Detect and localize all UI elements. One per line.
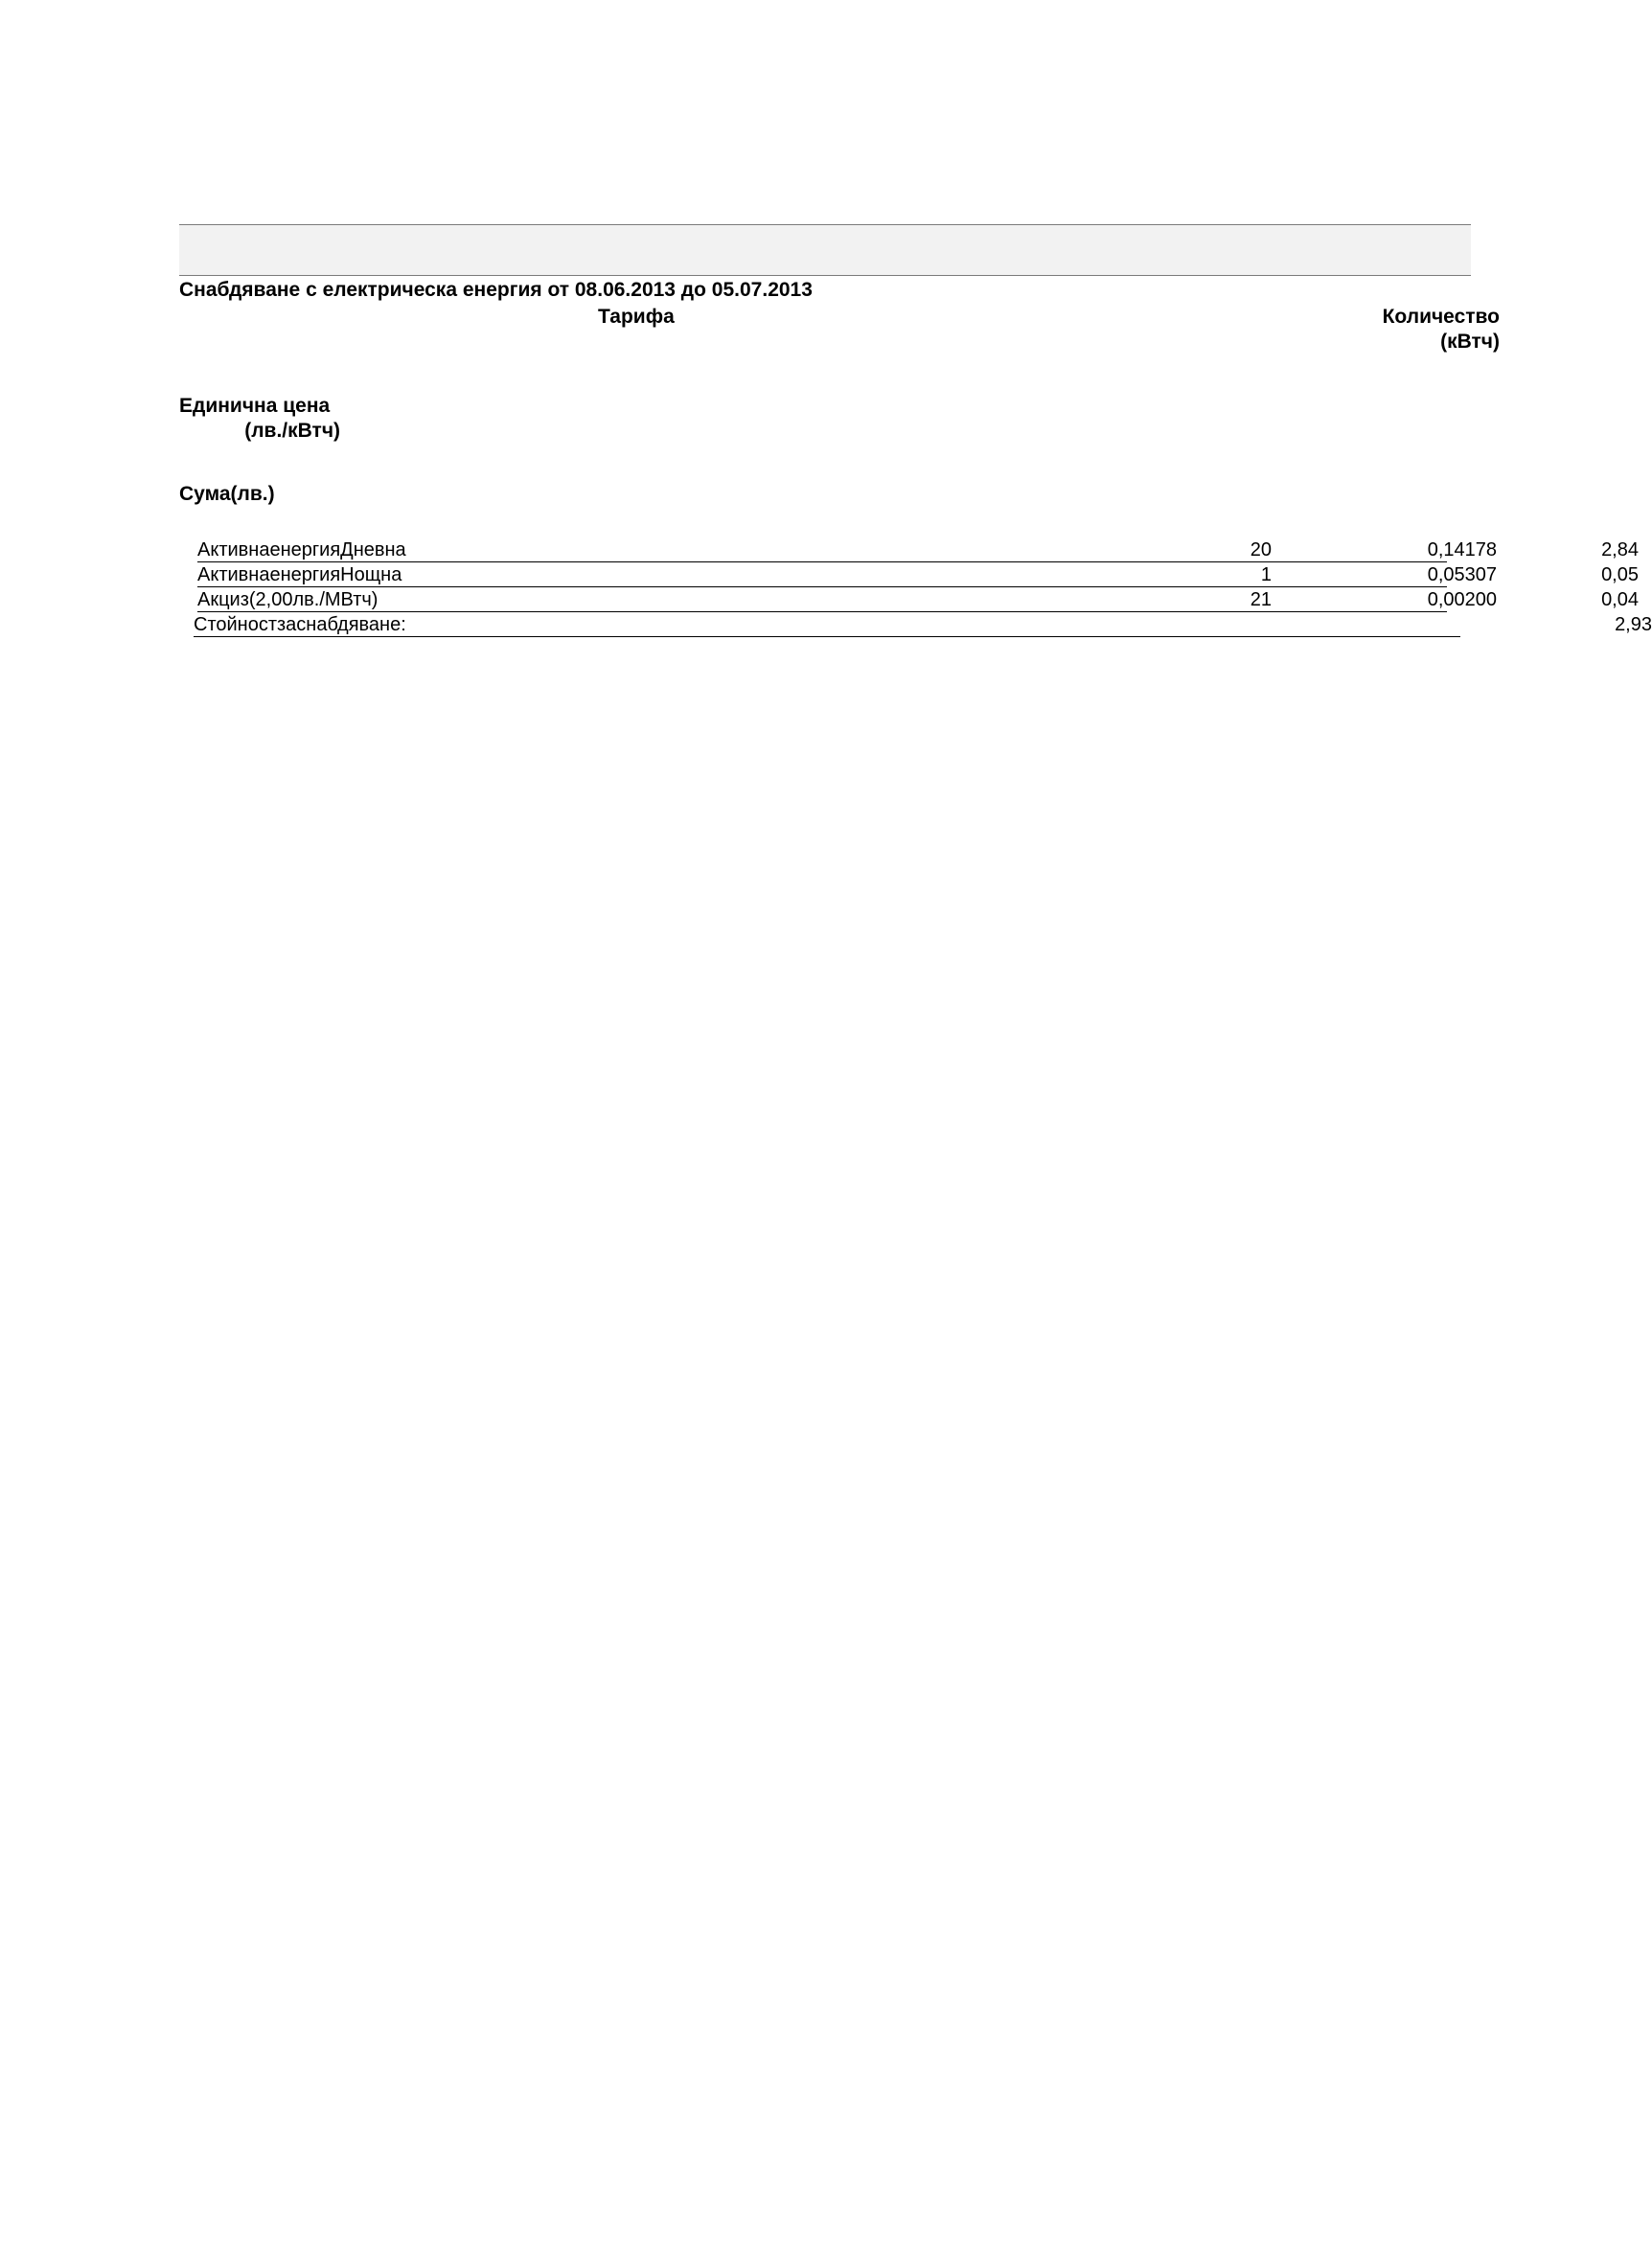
column-header-quantity (1322, 305, 1500, 354)
column-header-quantity-label: Количество (1382, 306, 1500, 328)
column-header-unit-price-label: Единична цена (179, 395, 331, 417)
total-label: Стойностзаснабдяване: (194, 614, 406, 635)
charges-table (194, 537, 1652, 637)
row-tariff-name: АктивнаенергияНощна (197, 564, 402, 585)
row-unit-price: 0,05307 (1427, 564, 1497, 585)
table-row (194, 562, 1639, 587)
row-unit-price: 0,00200 (1427, 589, 1497, 610)
row-quantity: 20 (1250, 539, 1272, 560)
section-title: Снабдяване с електрическа енергия от 08.06.2013 до 05.07.2013 (179, 279, 813, 301)
row-sum: 2,84 (1601, 539, 1639, 560)
column-header-unit-price-unit: (лв./кВтч) (244, 420, 340, 442)
row-tariff-name: АктивнаенергияДневна (197, 539, 406, 560)
row-quantity: 1 (1260, 564, 1272, 585)
column-header-sum (179, 482, 275, 507)
row-tariff-name: Акциз(2,00лв./МВтч) (197, 589, 379, 610)
header-band (179, 224, 1471, 276)
column-header-tariff-label: Тарифа (598, 306, 675, 328)
total-underline (194, 636, 1460, 637)
column-header-tariff (598, 305, 675, 330)
table-row (194, 537, 1639, 562)
table-row (194, 587, 1639, 612)
row-quantity: 21 (1250, 589, 1272, 610)
total-row (194, 612, 1652, 637)
row-sum: 0,05 (1601, 564, 1639, 585)
row-unit-price: 0,14178 (1427, 539, 1497, 560)
row-sum: 0,04 (1601, 589, 1639, 610)
column-header-quantity-unit: (кВтч) (1440, 331, 1500, 353)
column-header-unit-price (179, 394, 340, 444)
column-header-sum-label: Сума(лв.) (179, 483, 275, 505)
total-sum: 2,93 (1615, 614, 1652, 635)
